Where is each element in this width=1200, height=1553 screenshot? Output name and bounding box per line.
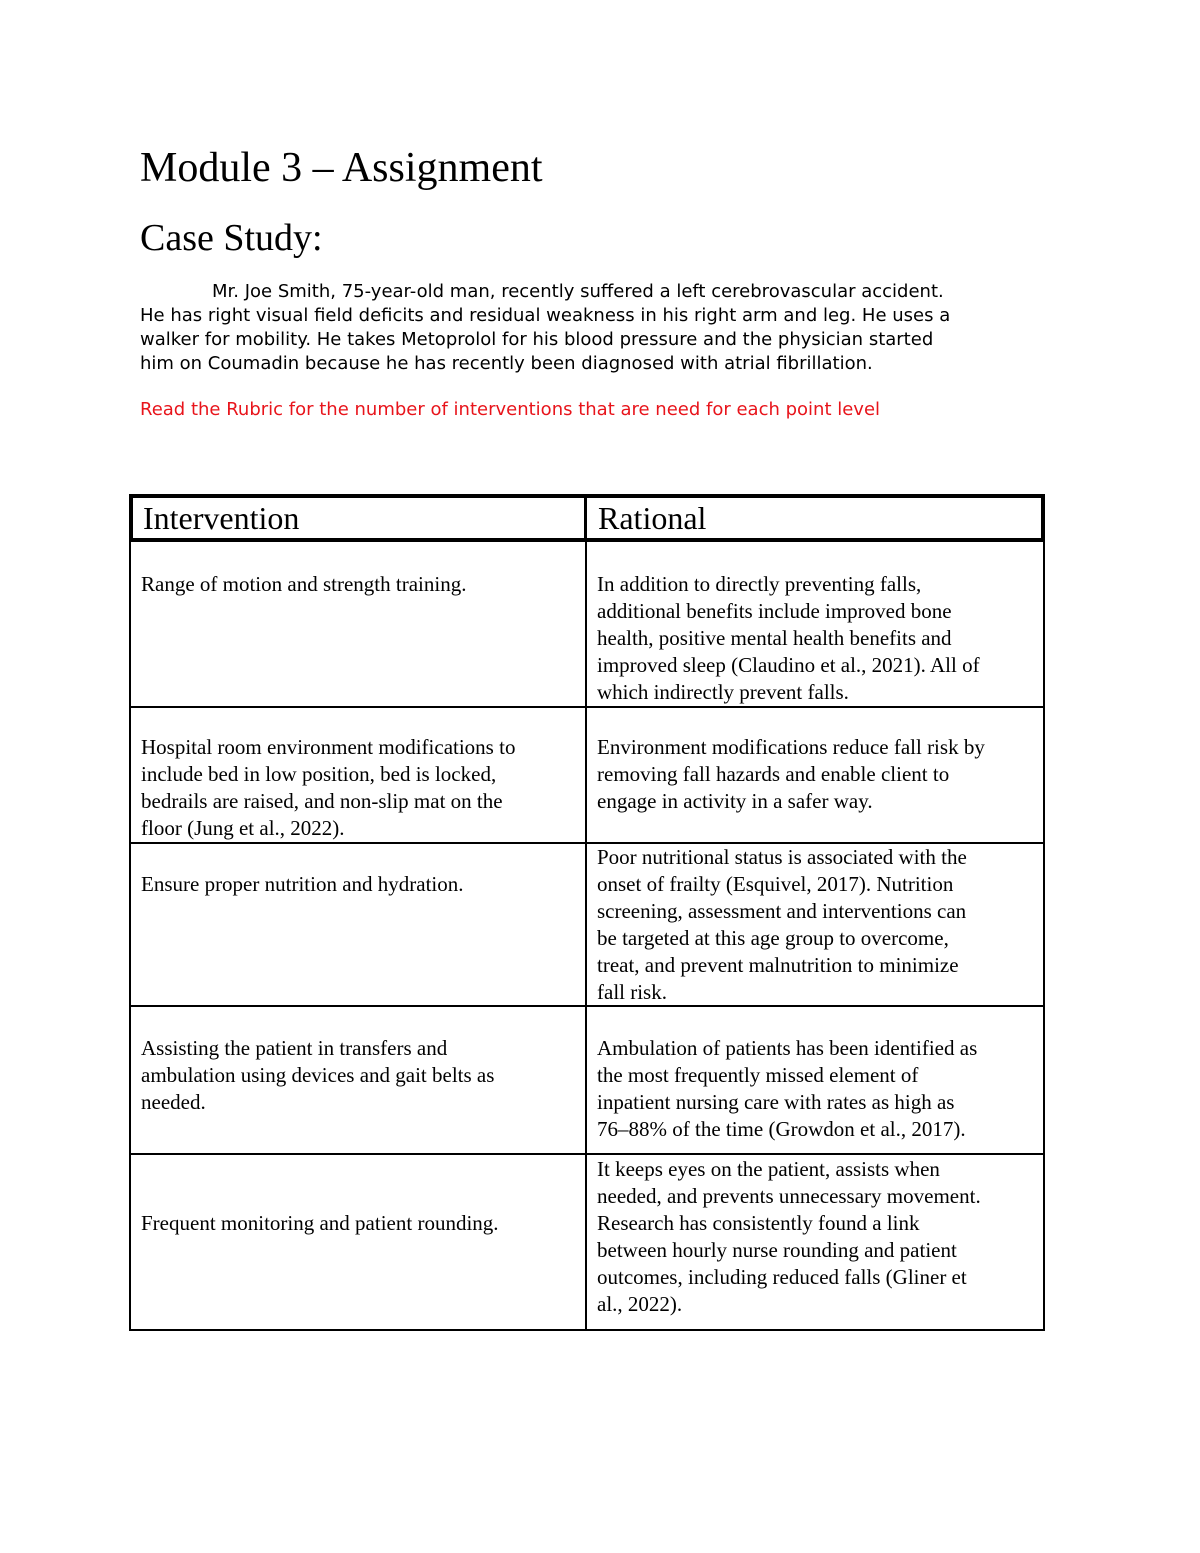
cell-line: engage in activity in a safer way. [597,789,873,813]
cell-line: In addition to directly preventing falls, [597,572,922,596]
rubric-note: Read the Rubric for the number of interventions that are need for each point level [140,399,881,420]
intervention-cell [131,571,585,598]
cell-line: al., 2022). [597,1292,683,1316]
cell-line: needed. [141,1090,206,1114]
intervention-cell [131,1035,585,1116]
case-study-paragraph [140,280,1050,376]
cell-line: Research has consistently found a link [597,1211,920,1235]
cell-line: include bed in low position, bed is locked, [141,762,497,786]
rational-cell [587,734,1043,815]
cell-line: onset of frailty (Esquivel, 2017). Nutrition [597,872,954,896]
column-header-rational: Rational [598,500,707,536]
document-title: Module 3 – Assignment [140,145,543,191]
table-border [129,706,1045,708]
cell-line: Range of motion and strength training. [141,572,467,596]
cell-line: Assisting the patient in transfers and [141,1036,448,1060]
table-border [129,1153,1045,1155]
cell-line: Ensure proper nutrition and hydration. [141,872,464,896]
table-border [584,494,587,542]
cell-line: Poor nutritional status is associated with the [597,845,967,869]
cell-line: outcomes, including reduced falls (Gliner et [597,1265,967,1289]
case-line: He has right visual field deficits and residual weakness in his right arm and leg. He uses a [140,305,951,326]
cell-line: health, positive mental health benefits and [597,626,952,650]
cell-line: Hospital room environment modifications to [141,735,516,759]
cell-line: treat, and prevent malnutrition to minimize [597,953,959,977]
cell-line: bedrails are raised, and non-slip mat on the [141,789,503,813]
table-border [1041,494,1045,542]
table-border [129,1329,1045,1331]
cell-line: improved sleep (Claudino et al., 2021). All of [597,653,980,677]
case-line: walker for mobility. He takes Metoprolol for his blood pressure and the physician started [140,329,934,350]
cell-line: fall risk. [597,980,667,1004]
rational-cell [587,844,1043,1006]
cell-line: additional benefits include improved bone [597,599,952,623]
rational-cell [587,1035,1043,1143]
cell-line: be targeted at this age group to overcome, [597,926,949,950]
cell-line: needed, and prevents unnecessary movement. [597,1184,981,1208]
cell-line: floor (Jung et al., 2022). [141,816,345,840]
table-border [1043,542,1045,1331]
intervention-cell [131,871,585,898]
cell-line: Environment modifications reduce fall risk by [597,735,985,759]
cell-line: removing fall hazards and enable client to [597,762,950,786]
cell-line: inpatient nursing care with rates as high as [597,1090,955,1114]
cell-line: Ambulation of patients has been identified as [597,1036,978,1060]
cell-line: It keeps eyes on the patient, assists when [597,1157,940,1181]
intervention-cell [131,1210,585,1237]
cell-line: 76–88% of the time (Growdon et al., 2017). [597,1117,966,1141]
intervention-cell [131,734,585,842]
rational-cell [587,1156,1043,1318]
column-header-intervention: Intervention [143,500,300,536]
cell-line: between hourly nurse rounding and patient [597,1238,957,1262]
case-line: him on Coumadin because he has recently been diagnosed with atrial fibrillation. [140,353,873,374]
cell-line: ambulation using devices and gait belts as [141,1063,495,1087]
rational-cell [587,571,1043,706]
cell-line: the most frequently missed element of [597,1063,919,1087]
table-border [129,538,1045,542]
case-line: Mr. Joe Smith, 75-year-old man, recently suffered a left cerebrovascular accident. [212,281,944,302]
section-heading: Case Study: [140,217,323,259]
cell-line: Frequent monitoring and patient rounding. [141,1211,499,1235]
cell-line: which indirectly prevent falls. [597,680,849,704]
cell-line: screening, assessment and interventions can [597,899,967,923]
interventions-table [129,494,1045,1331]
